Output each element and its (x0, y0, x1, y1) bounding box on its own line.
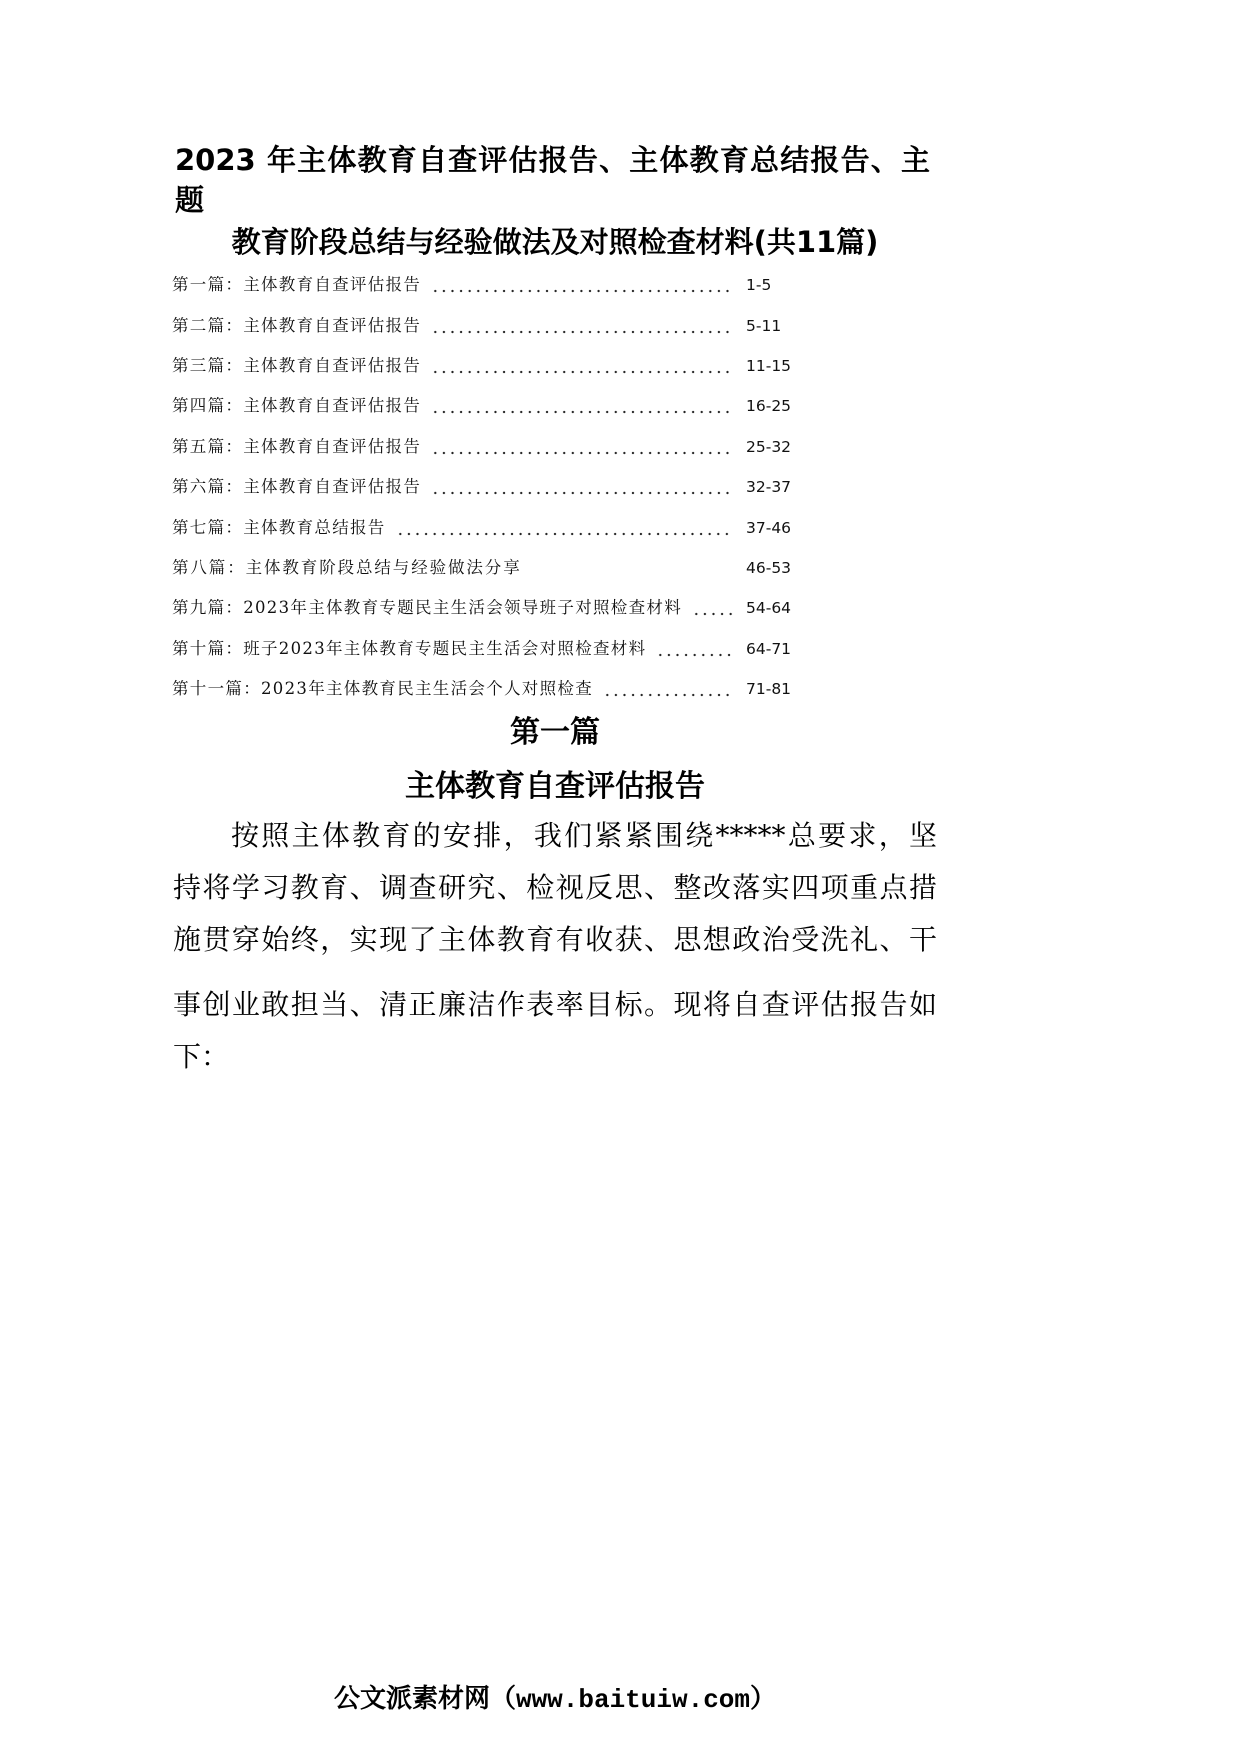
toc-entry-label: 第一篇：主体教育自查评估报告 (172, 275, 422, 295)
toc-leader-dots (603, 669, 734, 709)
toc-entry (172, 548, 798, 588)
toc-entry (172, 669, 798, 709)
toc-entry-pages: 71-81 (746, 680, 792, 699)
toc-entry-pages: 64-71 (746, 639, 792, 658)
toc-leader-dots (656, 629, 734, 669)
toc-entry (172, 588, 798, 628)
toc-entry-label: 第七篇：主体教育总结报告 (172, 517, 386, 537)
toc-entry (172, 346, 798, 386)
toc-entry-label: 第四篇：主体教育自查评估报告 (172, 396, 422, 416)
body-line: 事创业敢担当、清正廉洁作表率目标。现将自查评估报告如 (173, 988, 937, 1021)
toc-entry (172, 305, 798, 345)
toc-entry-label: 第五篇：主体教育自查评估报告 (172, 436, 422, 456)
section-heading-number: 第一篇 (510, 715, 600, 750)
toc-leader-dots (431, 467, 734, 507)
toc-entry-pages: 5-11 (746, 316, 782, 335)
toc-entry (172, 386, 798, 426)
toc-entry-pages: 37-46 (746, 518, 792, 537)
toc-entry-spacer (522, 548, 746, 588)
toc-entry-label: 第六篇：主体教育自查评估报告 (172, 477, 422, 497)
toc-entry (172, 507, 798, 547)
toc-leader-dots (692, 588, 734, 628)
toc-leader-dots (431, 386, 734, 426)
table-of-contents (172, 265, 798, 709)
toc-entry-label: 第十篇：班子2023年主体教育专题民主生活会对照检查材料 (172, 638, 647, 658)
toc-entry-pages: 32-37 (746, 478, 792, 497)
toc-entry (172, 629, 798, 669)
toc-entry-pages: 1-5 (746, 276, 772, 295)
toc-entry-label: 第九篇：2023年主体教育专题民主生活会领导班子对照检查材料 (172, 598, 682, 618)
toc-entry (172, 467, 798, 507)
toc-entry-label: 第二篇：主体教育自查评估报告 (172, 315, 422, 335)
body-line: 按照主体教育的安排，我们紧紧围绕*****总要求，坚 (231, 819, 937, 852)
toc-entry (172, 265, 798, 305)
toc-leader-dots (396, 508, 734, 548)
toc-entry-pages: 25-32 (746, 437, 792, 456)
toc-entry-label: 第十一篇：2023年主体教育民主生活会个人对照检查 (172, 679, 593, 699)
footer-site-name: 公文派素材网（www.baituiw.com） (333, 1685, 777, 1715)
toc-entry-label: 第八篇：主体教育阶段总结与经验做法分享 (172, 557, 522, 577)
toc-leader-dots (431, 427, 734, 467)
body-line: 下： (173, 1040, 230, 1073)
toc-leader-dots (431, 306, 734, 346)
body-paragraph (173, 810, 937, 1083)
body-line: 施贯穿始终，实现了主体教育有收获、思想政治受洗礼、干 (173, 923, 937, 956)
toc-entry-pages: 16-25 (746, 397, 792, 416)
body-line: 持将学习教育、调查研究、检视反思、整改落实四项重点措 (173, 871, 937, 904)
toc-entry-pages: 54-64 (746, 599, 792, 618)
section-title: 主体教育自查评估报告 (405, 769, 705, 804)
toc-entry-pages: 46-53 (746, 558, 792, 577)
toc-entry-pages: 11-15 (746, 356, 792, 375)
toc-entry-label: 第三篇：主体教育自查评估报告 (172, 355, 422, 375)
toc-leader-dots (431, 346, 734, 386)
document-title-line-1: 2023 年主体教育自查评估报告、主体教育总结报告、主题 (175, 143, 930, 217)
document-title-line-2: 教育阶段总结与经验做法及对照检查材料(共11篇) (231, 225, 879, 259)
toc-entry (172, 427, 798, 467)
toc-leader-dots (431, 265, 734, 305)
